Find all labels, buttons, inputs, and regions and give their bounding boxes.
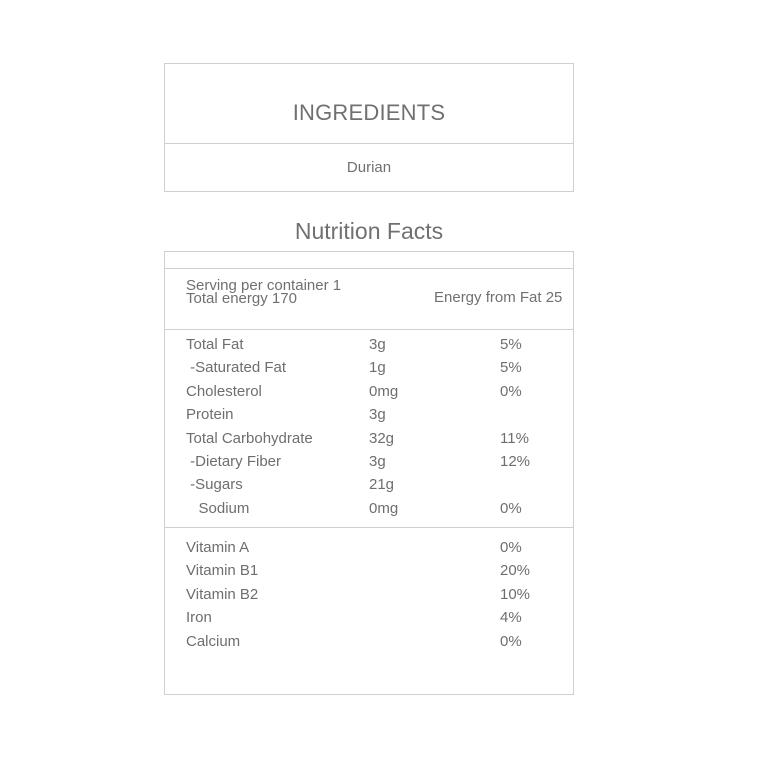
nutrient-name: Total Fat bbox=[186, 336, 244, 353]
nutrient-name: Sodium bbox=[186, 499, 250, 517]
vitamin-pct: 4% bbox=[500, 609, 522, 627]
nutrient-row bbox=[165, 383, 573, 401]
vitamin-name: Iron bbox=[186, 609, 212, 627]
serving-per-container: Serving per container 1 bbox=[186, 277, 342, 294]
nutrient-amount: 3g bbox=[369, 336, 386, 353]
nutrition-vitamins-divider bbox=[165, 527, 573, 528]
nutrient-row bbox=[165, 500, 573, 518]
nutrient-amount: 21g bbox=[369, 476, 395, 494]
nutrient-name: -Dietary Fiber bbox=[186, 453, 282, 470]
vitamin-pct: 20% bbox=[500, 562, 531, 580]
ingredients-panel bbox=[164, 63, 574, 192]
nutrient-row bbox=[165, 476, 573, 494]
nutrition-header-divider bbox=[165, 329, 573, 330]
nutrient-name: -Sugars bbox=[186, 476, 243, 494]
vitamin-row bbox=[165, 633, 573, 651]
nutrient-pct: 11% bbox=[500, 429, 529, 447]
nutrient-row bbox=[165, 430, 573, 448]
nutrient-amount: 3g bbox=[369, 406, 386, 424]
vitamin-name: Vitamin B2 bbox=[186, 585, 259, 603]
vitamin-row bbox=[165, 586, 573, 604]
nutrient-name: Protein bbox=[186, 406, 234, 424]
vitamin-pct: 0% bbox=[500, 632, 522, 650]
nutrient-amount: 0mg bbox=[369, 499, 399, 517]
nutrient-row bbox=[165, 359, 573, 377]
nutrient-pct: 0% bbox=[500, 382, 522, 400]
nutrient-amount: 1g bbox=[369, 359, 386, 377]
nutrient-row bbox=[165, 453, 573, 471]
nutrient-amount: 0mg bbox=[369, 382, 399, 400]
nutrient-pct: 0% bbox=[500, 499, 522, 517]
nutrient-name: Total Carbohydrate bbox=[186, 429, 313, 447]
ingredients-divider bbox=[165, 143, 573, 144]
nutrient-name: Cholesterol bbox=[186, 382, 262, 400]
nutrient-row bbox=[165, 406, 573, 424]
nutrition-facts-title: Nutrition Facts bbox=[294, 218, 444, 244]
vitamin-name: Calcium bbox=[186, 632, 241, 650]
nutrient-name: -Saturated Fat bbox=[186, 359, 287, 377]
vitamin-pct: 0% bbox=[500, 539, 522, 556]
vitamin-row bbox=[165, 539, 573, 557]
energy-from-fat: Energy from Fat 25 bbox=[434, 289, 563, 306]
nutrient-row bbox=[165, 336, 573, 354]
nutrition-top-divider bbox=[165, 268, 573, 269]
nutrient-amount: 32g bbox=[369, 429, 395, 447]
nutrient-pct: 5% bbox=[500, 336, 522, 353]
nutrient-pct: 12% bbox=[500, 453, 531, 470]
total-energy: Total energy 170 bbox=[186, 290, 297, 307]
nutrient-pct: 5% bbox=[500, 359, 522, 377]
vitamin-row bbox=[165, 609, 573, 627]
vitamin-row bbox=[165, 562, 573, 580]
vitamin-name: Vitamin A bbox=[186, 539, 250, 556]
vitamin-pct: 10% bbox=[500, 585, 531, 603]
nutrition-facts-panel bbox=[164, 251, 574, 695]
ingredients-title: INGREDIENTS bbox=[292, 100, 446, 125]
vitamin-name: Vitamin B1 bbox=[186, 562, 259, 580]
nutrient-amount: 3g bbox=[369, 453, 386, 470]
ingredients-list: Durian bbox=[346, 159, 392, 176]
